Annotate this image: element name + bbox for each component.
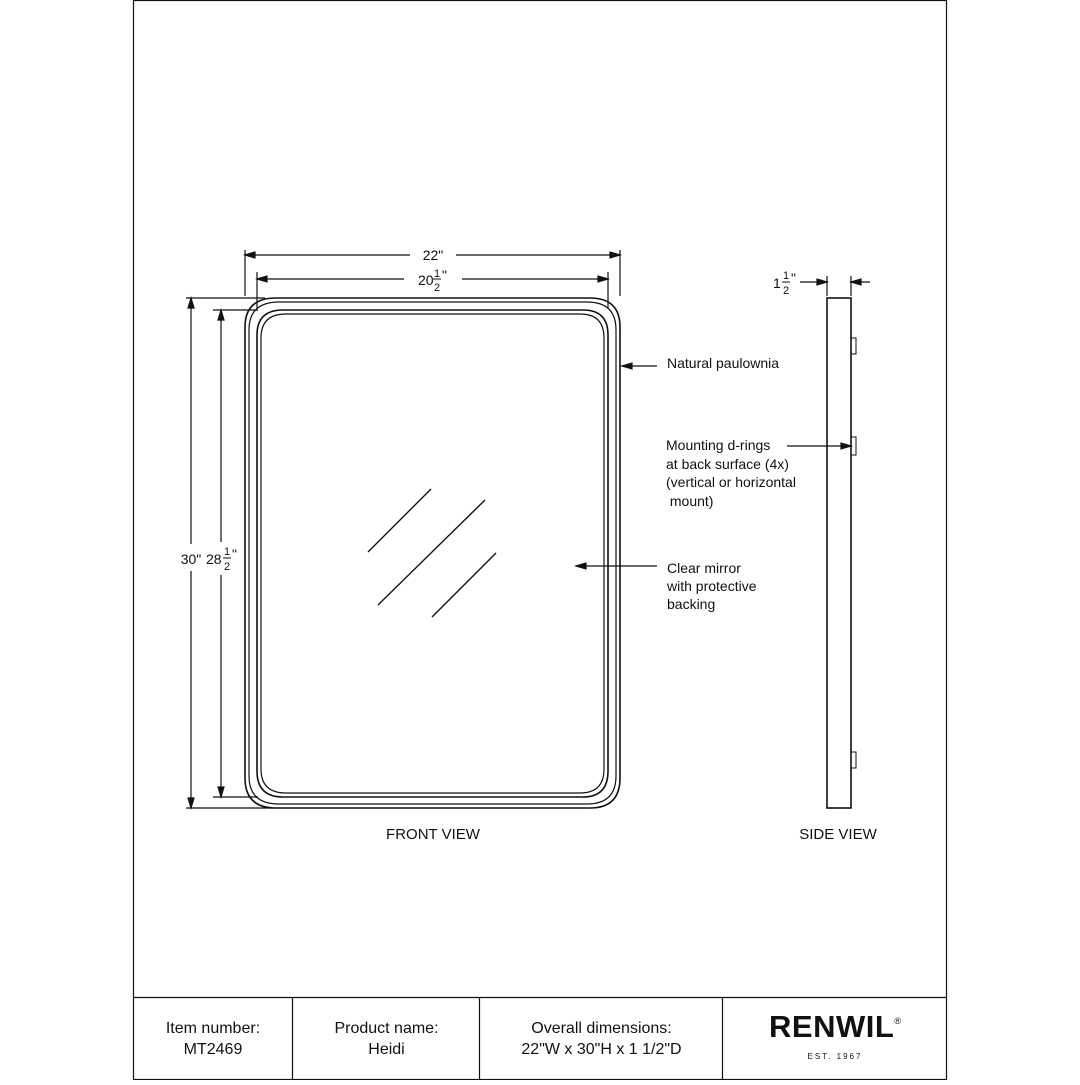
callout-mounting <box>666 437 796 509</box>
svg-text:": " <box>232 546 237 562</box>
brand-name: RENWIL <box>769 1008 895 1044</box>
callout-mirror <box>666 560 757 612</box>
overall-dimensions-value: 22"W x 30"H x 1 1/2"D <box>521 1040 682 1058</box>
callout-mounting-leader <box>787 443 851 449</box>
outer-frame-offset-outline <box>249 302 616 804</box>
product-name-label: Product name: <box>334 1019 439 1037</box>
item-number-cell <box>133 997 293 1080</box>
svg-text:20: 20 <box>418 272 434 288</box>
front-view-drawing <box>245 298 620 808</box>
front-view-label: FRONT VIEW <box>386 826 480 843</box>
product-name-value: Heidi <box>368 1040 405 1058</box>
sheet-border <box>134 1 947 1080</box>
product-name-cell <box>293 997 480 1080</box>
item-number-label: Item number: <box>165 1019 261 1037</box>
brand-est: EST. 1967 <box>807 1051 863 1061</box>
svg-text:Mounting d-rings: Mounting d-rings <box>666 437 771 453</box>
mirror-inner-outline <box>261 314 604 793</box>
callout-material-leader <box>622 363 657 369</box>
overall-width-label: 22" <box>422 247 444 263</box>
side-profile <box>827 298 851 808</box>
title-block <box>133 997 947 1080</box>
depth-label <box>773 270 796 297</box>
callout-material: Natural paulownia <box>667 355 780 371</box>
svg-text:1: 1 <box>223 546 231 558</box>
glass-reflection-line <box>378 500 485 605</box>
brand-logo <box>769 1008 901 1067</box>
svg-text:28: 28 <box>206 551 222 567</box>
mirror-outline <box>257 310 608 797</box>
svg-text:2: 2 <box>433 282 441 294</box>
overall-dimensions-label: Overall dimensions: <box>531 1019 672 1037</box>
side-view-label: SIDE VIEW <box>799 826 877 843</box>
glass-reflection-line <box>432 553 496 617</box>
svg-text:with protective: with protective <box>667 578 757 594</box>
svg-text:2: 2 <box>782 285 790 297</box>
svg-text:1: 1 <box>773 275 781 291</box>
svg-text:Clear mirror: Clear mirror <box>667 560 741 576</box>
svg-text:at back surface (4x): at back surface (4x) <box>666 456 789 472</box>
side-view-drawing <box>827 298 856 808</box>
svg-text:mount): mount) <box>666 493 714 509</box>
dimension-depth <box>800 276 870 296</box>
svg-text:1: 1 <box>782 270 790 282</box>
svg-text:backing: backing <box>667 596 716 612</box>
inner-width-label <box>418 267 447 294</box>
outer-frame-outline <box>245 298 620 808</box>
item-number-value: MT2469 <box>183 1040 243 1058</box>
svg-text:": " <box>442 267 447 283</box>
svg-text:": " <box>791 270 796 286</box>
svg-text:1: 1 <box>433 268 441 280</box>
brand-cell <box>723 997 947 1080</box>
inner-height-label <box>206 546 237 573</box>
svg-text:(vertical or horizontal: (vertical or horizontal <box>666 474 796 490</box>
glass-reflection-line <box>368 489 431 552</box>
overall-dimensions-cell <box>480 997 723 1080</box>
svg-text:2: 2 <box>223 561 231 573</box>
registered-mark: ® <box>894 1015 901 1026</box>
overall-height-label: 30" <box>180 551 202 567</box>
